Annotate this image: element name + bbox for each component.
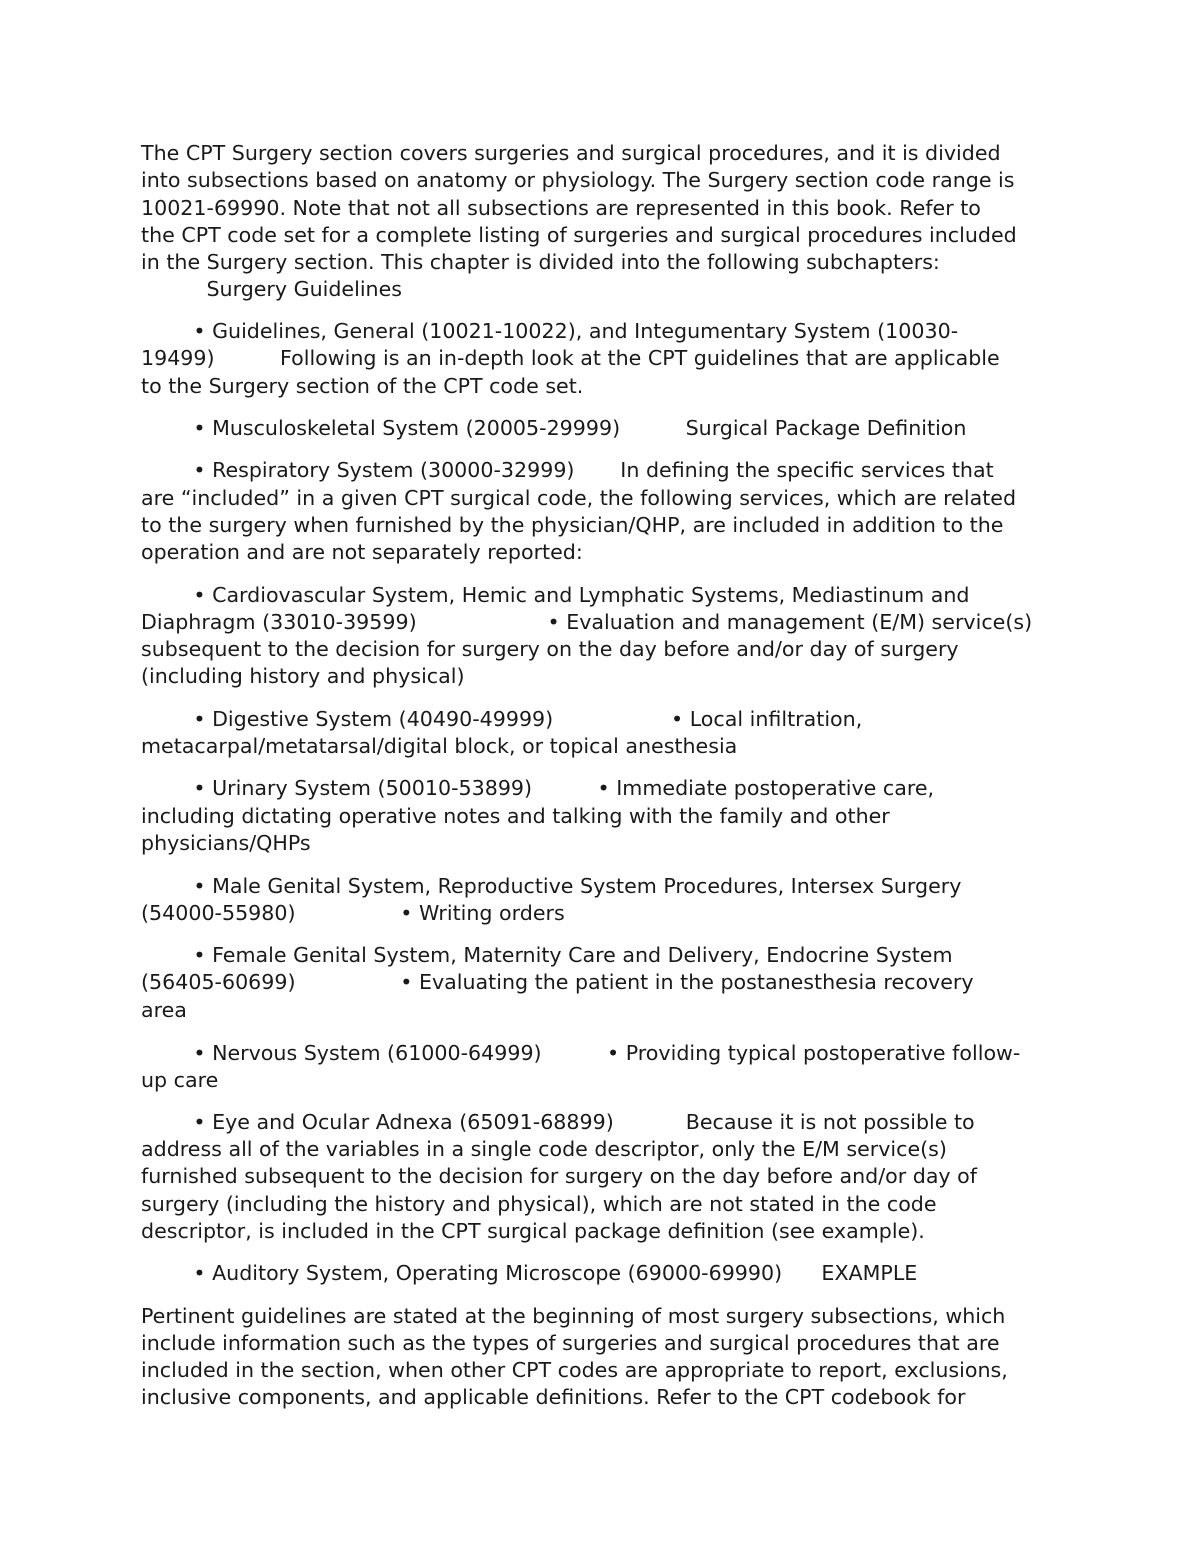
text-line: inclusive components, and applicable definitions. Refer to the CPT codebook for	[141, 1385, 966, 1409]
text-line: include information such as the types of surgeries and surgical procedures that are	[141, 1331, 1000, 1355]
text-line: operation and are not separately reported:	[141, 540, 583, 564]
text-line: included in the section, when other CPT codes are appropriate to report, exclusions,	[141, 1358, 1008, 1382]
text-line: 10021-69990. Note that not all subsections are represented in this book. Refer to	[141, 196, 981, 220]
text-line: descriptor, is included in the CPT surgical package definition (see example).	[141, 1219, 925, 1243]
text-line: the CPT code set for a complete listing of surgeries and surgical procedures included	[141, 223, 1017, 247]
text-line: in the Surgery section. This chapter is divided into the following subchapters:	[141, 250, 940, 274]
bullet-item: • Nervous System (61000-64999) • Providing typical postoperative follow-	[141, 1041, 1021, 1065]
text-line: 19499) Following is an in-depth look at the CPT guidelines that are applicable	[141, 346, 1000, 370]
bullet-item: • Urinary System (50010-53899) • Immediate postoperative care,	[141, 776, 935, 800]
text-line: address all of the variables in a single code descriptor, only the E/M service(s)	[141, 1137, 947, 1161]
text-line: are “included” in a given CPT surgical code, the following services, which are related	[141, 486, 1017, 510]
text-line: subsequent to the decision for surgery on the day before and/or day of surgery	[141, 637, 959, 661]
text-line: (including history and physical)	[141, 664, 465, 688]
bullet-item: • Digestive System (40490-49999) • Local infiltration,	[141, 707, 863, 731]
text-line: Pertinent guidelines are stated at the beginning of most surgery subsections, which	[141, 1304, 1006, 1328]
text-line: (56405-60699) • Evaluating the patient in the postanesthesia recovery	[141, 970, 974, 994]
text-line: (54000-55980) • Writing orders	[141, 901, 565, 925]
bullet-item: • Female Genital System, Maternity Care and Delivery, Endocrine System	[141, 943, 953, 967]
text-line: into subsections based on anatomy or physiology. The Surgery section code range is	[141, 168, 1015, 192]
bullet-item: • Musculoskeletal System (20005-29999) Surgical Package Definition	[141, 416, 967, 440]
text-line: physicians/QHPs	[141, 831, 311, 855]
text-line: surgery (including the history and physical), which are not stated in the code	[141, 1192, 937, 1216]
text-line: to the Surgery section of the CPT code set.	[141, 374, 584, 398]
text-line: up care	[141, 1068, 219, 1092]
text-line: The CPT Surgery section covers surgeries and surgical procedures, and it is divided	[141, 141, 1001, 165]
bullet-item: • Respiratory System (30000-32999) In defining the specific services that	[141, 458, 994, 482]
bullet-item: • Eye and Ocular Adnexa (65091-68899) Because it is not possible to	[141, 1110, 975, 1134]
text-line: furnished subsequent to the decision for surgery on the day before and/or day of	[141, 1164, 978, 1188]
bullet-item: • Male Genital System, Reproductive System Procedures, Intersex Surgery	[141, 874, 962, 898]
text-line: including dictating operative notes and talking with the family and other	[141, 804, 890, 828]
text-line: area	[141, 998, 187, 1022]
bullet-item: • Auditory System, Operating Microscope (69000-69990) EXAMPLE	[141, 1261, 918, 1285]
text-line: metacarpal/metatarsal/digital block, or topical anesthesia	[141, 734, 738, 758]
text-line: Diaphragm (33010-39599) • Evaluation and management (E/M) service(s)	[141, 610, 1033, 634]
bullet-item: • Guidelines, General (10021-10022), and Integumentary System (10030-	[141, 319, 959, 343]
bullet-item: • Cardiovascular System, Hemic and Lymphatic Systems, Mediastinum and	[141, 583, 970, 607]
heading-surgery-guidelines: Surgery Guidelines	[141, 277, 403, 301]
text-line: to the surgery when furnished by the physician/QHP, are included in addition to the	[141, 513, 1004, 537]
